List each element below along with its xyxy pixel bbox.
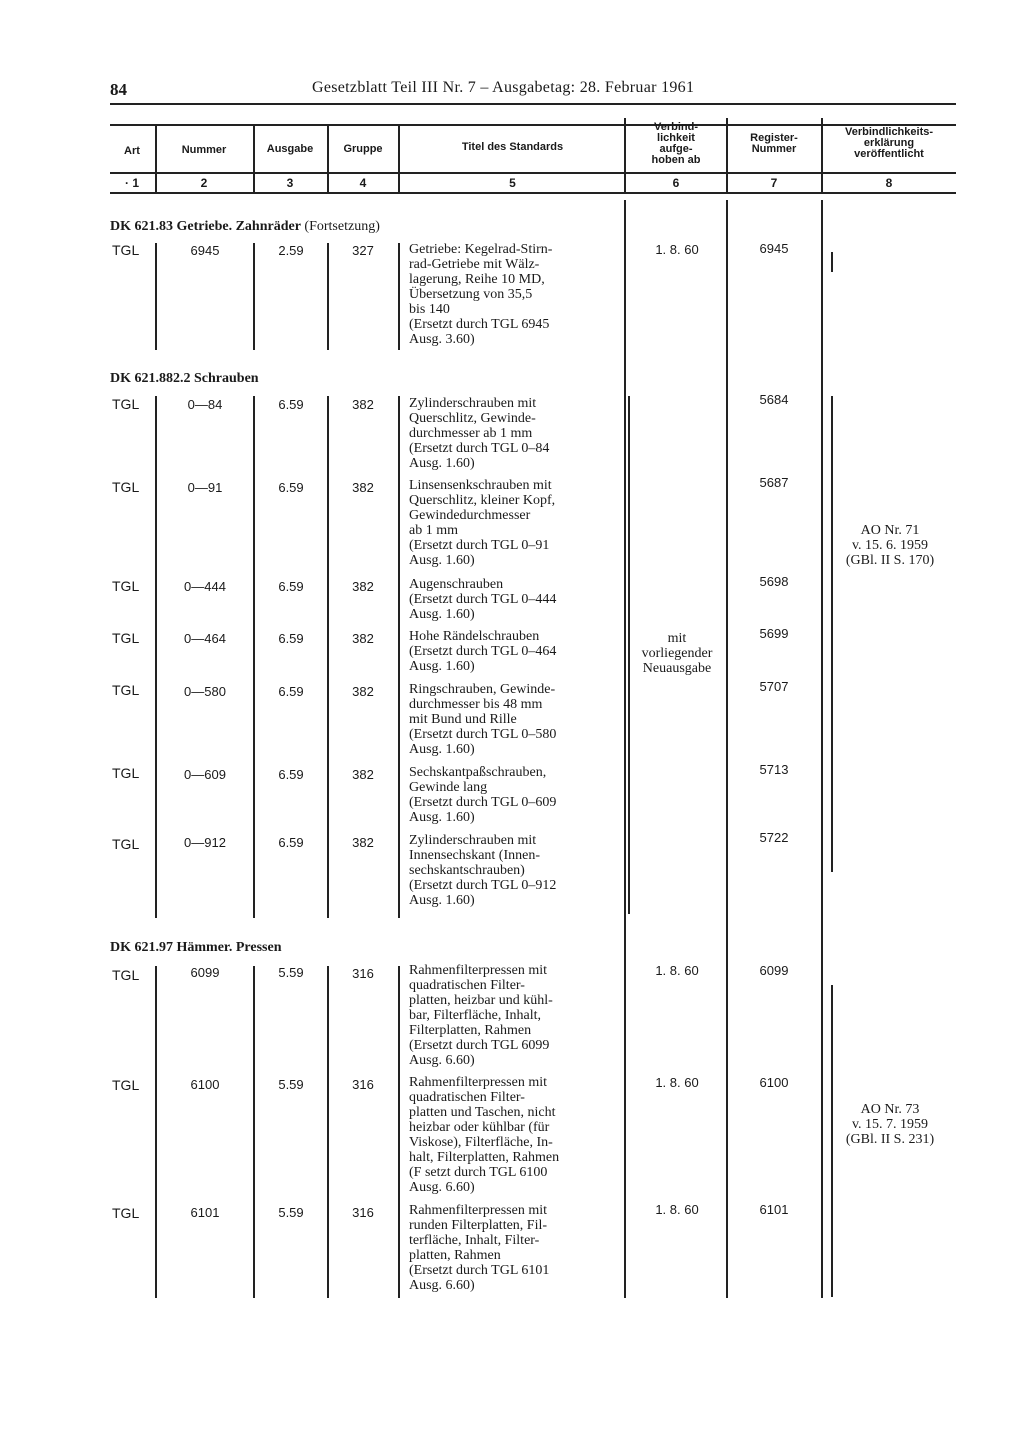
title-line: (Ersetzt durch TGL 6099 [409, 1038, 550, 1053]
cell-title [409, 765, 624, 825]
table-top-rule [110, 124, 956, 126]
title-line: sechskantschrauben) [409, 863, 525, 878]
cell-gruppe: 382 [352, 579, 374, 594]
col-number-1: · 1 [124, 176, 139, 190]
title-line: runden Filterplatten, Fil- [409, 1218, 548, 1233]
col-header-aufgehoben-line: Verbind- [653, 121, 698, 133]
section-code: DK 621.83 [110, 219, 173, 234]
header-rule [110, 103, 956, 105]
verbindlichkeit-note [826, 1102, 954, 1147]
cell-register: 5699 [759, 626, 789, 641]
title-line: Getriebe: Kegelrad-Stirn- [409, 242, 553, 257]
title-line: (Ersetzt durch TGL 0–84 [409, 441, 550, 456]
cell-ausgabe: 6.59 [278, 835, 304, 850]
title-line: lagerung, Reihe 10 MD, [409, 272, 545, 287]
cell-art: TGL [112, 836, 140, 852]
col-divider [327, 124, 329, 192]
title-line: quadratischen Filter- [409, 978, 525, 993]
cell-ausgabe: 6.59 [278, 767, 304, 782]
aufgehoben-line: vorliegender [641, 646, 713, 661]
title-line: bar, Filterfläche, Inhalt, [409, 1008, 541, 1023]
cell-register: 5684 [759, 392, 789, 407]
cell-art: TGL [112, 765, 140, 781]
cell-nummer: 0—444 [184, 579, 226, 594]
col-header-aufgehoben-line: lichkeit [657, 132, 695, 144]
title-line: Ausg. 3.60) [409, 332, 475, 347]
cell-ausgabe: 5.59 [278, 1205, 304, 1220]
section-heading [110, 219, 380, 235]
col-divider [624, 118, 626, 192]
title-line: Querschlitz, Gewinde- [409, 411, 536, 426]
cell-register: 5713 [759, 762, 789, 777]
title-line: Rahmenfilterpressen mit [409, 963, 548, 978]
cell-title [409, 682, 624, 757]
aufgehoben-line: mit [667, 631, 687, 646]
cell-aufgehoben: 1. 8. 60 [655, 1075, 699, 1090]
cell-gruppe: 316 [352, 1205, 374, 1220]
col-header-verbindlichkeit [822, 127, 956, 160]
cell-title [409, 629, 624, 674]
title-line: Gewindedurchmesser [409, 508, 531, 523]
section-name: Hämmer. Pressen [176, 940, 282, 955]
cell-art: TGL [112, 242, 140, 258]
table-number-rule [110, 192, 956, 194]
col-divider [327, 243, 329, 350]
note-line: v. 15. 7. 1959 [851, 1117, 929, 1132]
title-line: Sechskantpaßschrauben, [409, 765, 547, 780]
cell-art: TGL [112, 630, 140, 646]
title-line: ab 1 mm [409, 523, 458, 538]
note-line: (GBl. II S. 170) [845, 553, 935, 568]
col-divider [253, 396, 255, 918]
col-header-aufgehoben-line: hoben ab [651, 154, 701, 166]
cell-art: TGL [112, 967, 140, 983]
cell-register: 6101 [759, 1202, 789, 1217]
title-line: Rahmenfilterpressen mit [409, 1203, 548, 1218]
cell-register: 6945 [759, 241, 789, 256]
cell-aufgehoben: 1. 8. 60 [655, 242, 699, 257]
cell-aufgehoben: 1. 8. 60 [655, 963, 699, 978]
title-line: Ausg. 1.60) [409, 659, 475, 674]
section-code: DK 621.97 [110, 940, 173, 955]
cell-art: TGL [112, 1205, 140, 1221]
cell-register: 6100 [759, 1075, 789, 1090]
col-divider [398, 396, 400, 918]
title-line: (Ersetzt durch TGL 0–464 [409, 644, 557, 659]
title-line: Hohe Rändelschrauben [409, 629, 540, 644]
cell-register: 5698 [759, 574, 789, 589]
cell-nummer: 6100 [190, 1077, 220, 1092]
title-line: Viskose), Filterfläche, In- [409, 1135, 553, 1150]
title-line: (Ersetzt durch TGL 0–609 [409, 795, 557, 810]
cell-title [409, 478, 624, 568]
title-line: (Ersetzt durch TGL 6101 [409, 1263, 550, 1278]
section-code: DK 621.882.2 [110, 371, 191, 386]
cell-ausgabe: 6.59 [278, 397, 304, 412]
col-divider [726, 200, 728, 1298]
col-divider [398, 243, 400, 350]
col-header-aufgehoben-line: aufge- [659, 143, 693, 155]
section-name: Schrauben [194, 371, 259, 386]
cell-ausgabe: 6.59 [278, 480, 304, 495]
col-header-aufgehoben [626, 122, 726, 166]
table-header-rule [110, 172, 956, 174]
title-line: quadratischen Filter- [409, 1090, 525, 1105]
title-line: Querschlitz, kleiner Kopf, [409, 493, 556, 508]
title-line: (Ersetzt durch TGL 6945 [409, 317, 550, 332]
col-header-nummer: Nummer [181, 144, 227, 156]
col-number-3: 3 [286, 176, 294, 190]
title-line: platten und Taschen, nicht [409, 1105, 556, 1120]
col-header-register-line: Nummer [751, 143, 797, 155]
cell-nummer: 0—464 [184, 631, 226, 646]
title-line: Zylinderschrauben mit [409, 396, 537, 411]
cell-gruppe: 382 [352, 767, 374, 782]
cell-register: 5722 [759, 830, 789, 845]
cell-nummer: 0—580 [184, 684, 226, 699]
col-divider [155, 966, 157, 1298]
cell-art: TGL [112, 396, 140, 412]
col-divider [726, 118, 728, 192]
title-line: Ausg. 6.60) [409, 1180, 475, 1195]
col-divider [327, 966, 329, 1298]
note-line: v. 15. 6. 1959 [851, 538, 929, 553]
title-line: durchmesser bis 48 mm [409, 697, 543, 712]
verbindlichkeit-note [826, 523, 954, 568]
col-header-register-line: Register- [750, 132, 798, 144]
section-heading [110, 371, 259, 387]
col-number-8: 8 [885, 176, 893, 190]
title-line: rad-Getriebe mit Wälz- [409, 257, 540, 272]
col-divider [821, 118, 823, 192]
cell-art: TGL [112, 578, 140, 594]
col-divider [253, 243, 255, 350]
cell-gruppe: 327 [352, 243, 374, 258]
title-line: Ausg. 1.60) [409, 607, 475, 622]
title-line: Ausg. 1.60) [409, 893, 475, 908]
title-line: mit Bund und Rille [409, 712, 517, 727]
col-divider [155, 396, 157, 918]
col-header-art: Art [124, 145, 140, 157]
cell-gruppe: 382 [352, 397, 374, 412]
cell-nummer: 0—91 [187, 480, 223, 495]
aufgehoben-group-note [626, 631, 728, 676]
col-number-4: 4 [359, 176, 367, 190]
col-divider [155, 124, 157, 192]
bracket-mark [831, 252, 833, 272]
title-line: (Ersetzt durch TGL 0–444 [409, 592, 557, 607]
col-divider [155, 243, 157, 350]
title-line: durchmesser ab 1 mm [409, 426, 533, 441]
cell-gruppe: 316 [352, 966, 374, 981]
title-line: bis 140 [409, 302, 450, 317]
col-header-gruppe: Gruppe [343, 143, 383, 155]
col-number-5: 5 [509, 176, 516, 190]
cell-title [409, 963, 624, 1068]
note-line: AO Nr. 71 [860, 523, 920, 538]
col-header-titel: Titel des Standards [461, 141, 564, 153]
cell-register: 6099 [759, 963, 789, 978]
title-line: Gewinde lang [409, 780, 488, 795]
aufgehoben-line: Neuausgabe [642, 661, 712, 676]
title-line: Ausg. 1.60) [409, 553, 475, 568]
col-divider [821, 200, 823, 1298]
title-line: Ausg. 1.60) [409, 742, 475, 757]
title-line: (Ersetzt durch TGL 0–580 [409, 727, 557, 742]
cell-art: TGL [112, 1077, 140, 1093]
title-line: Rahmenfilterpressen mit [409, 1075, 548, 1090]
cell-register: 5707 [759, 679, 789, 694]
col-number-6: 6 [672, 176, 680, 190]
col-number-2: 2 [200, 176, 208, 190]
title-line: heizbar oder kühlbar (für [409, 1120, 550, 1135]
cell-nummer: 6945 [190, 243, 220, 258]
title-line: (F setzt durch TGL 6100 [409, 1165, 548, 1180]
title-line: (Ersetzt durch TGL 0–912 [409, 878, 557, 893]
col-number-7: 7 [770, 176, 778, 190]
cell-art: TGL [112, 682, 140, 698]
cell-aufgehoben: 1. 8. 60 [655, 1202, 699, 1217]
cell-gruppe: 382 [352, 835, 374, 850]
title-line: Ausg. 6.60) [409, 1053, 475, 1068]
page-number: 84 [110, 80, 127, 99]
cell-ausgabe: 6.59 [278, 684, 304, 699]
cell-ausgabe: 2.59 [278, 243, 304, 258]
title-line: Ringschrauben, Gewinde- [409, 682, 556, 697]
col-header-verbindlichkeit-line: Verbindlichkeits- [844, 126, 934, 138]
cell-ausgabe: 6.59 [278, 579, 304, 594]
cell-ausgabe: 6.59 [278, 631, 304, 646]
cell-ausgabe: 5.59 [278, 1077, 304, 1092]
col-divider [398, 966, 400, 1298]
cell-title [409, 577, 624, 622]
note-line: AO Nr. 73 [860, 1102, 920, 1117]
bracket-mark [831, 396, 833, 872]
col-divider [398, 124, 400, 192]
cell-art: TGL [112, 479, 140, 495]
col-header-verbindlichkeit-line: erklärung [863, 137, 915, 149]
cell-nummer: 0—84 [187, 397, 223, 412]
cell-nummer: 0—912 [184, 835, 226, 850]
title-line: Ausg. 1.60) [409, 456, 475, 471]
cell-nummer: 0—609 [184, 767, 226, 782]
col-divider [327, 396, 329, 918]
title-line: Linsensenkschrauben mit [409, 478, 552, 493]
cell-title [409, 833, 624, 908]
title-line: Augenschrauben [409, 577, 504, 592]
title-line: Innensechskant (Innen- [409, 848, 541, 863]
cell-register: 5687 [759, 475, 789, 490]
title-line: (Ersetzt durch TGL 0–91 [409, 538, 550, 553]
cell-title [409, 396, 624, 471]
cell-title [409, 1075, 624, 1195]
col-header-ausgabe: Ausgabe [266, 143, 314, 155]
note-line: (GBl. II S. 231) [845, 1132, 935, 1147]
col-header-verbindlichkeit-line: veröffentlicht [854, 148, 924, 160]
title-line: Übersetzung von 35,5 [409, 287, 533, 302]
title-line: terfläche, Inhalt, Filter- [409, 1233, 540, 1248]
title-line: platten, heizbar und kühl- [409, 993, 553, 1008]
cell-gruppe: 382 [352, 631, 374, 646]
cell-nummer: 6099 [190, 965, 220, 980]
cell-nummer: 6101 [190, 1205, 220, 1220]
col-divider [624, 200, 626, 1298]
cell-gruppe: 382 [352, 684, 374, 699]
cell-ausgabe: 5.59 [278, 965, 304, 980]
title-line: halt, Filterplatten, Rahmen [409, 1150, 560, 1165]
running-title: Gesetzblatt Teil III Nr. 7 – Ausgabetag: 28. Februar 1961 [312, 79, 695, 96]
title-line: Ausg. 6.60) [409, 1278, 475, 1293]
title-line: Ausg. 1.60) [409, 810, 475, 825]
title-line: Filterplatten, Rahmen [409, 1023, 532, 1038]
cell-title [409, 1203, 624, 1293]
col-divider [253, 124, 255, 192]
col-divider [253, 966, 255, 1298]
section-suffix: (Fortsetzung) [304, 219, 380, 234]
cell-title [409, 242, 624, 347]
cell-gruppe: 316 [352, 1077, 374, 1092]
section-name: Getriebe. Zahnräder [176, 219, 301, 234]
col-header-register [728, 133, 820, 155]
title-line: Zylinderschrauben mit [409, 833, 537, 848]
cell-gruppe: 382 [352, 480, 374, 495]
title-line: platten, Rahmen [409, 1248, 501, 1263]
section-heading [110, 940, 281, 956]
